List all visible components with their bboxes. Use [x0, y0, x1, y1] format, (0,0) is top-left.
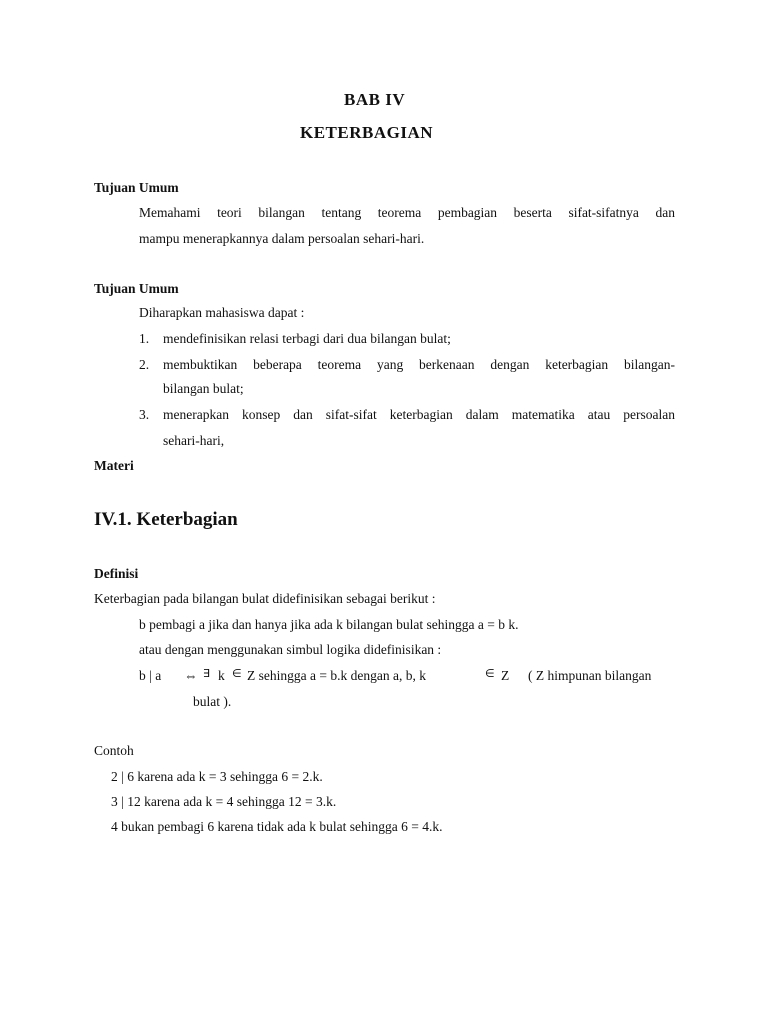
goals-general-line-2: mampu menerapkannya dalam persoalan sehari-hari. — [139, 231, 425, 246]
definisi-intro: Keterbagian pada bilangan bulat didefinisikan sebagai berikut : — [94, 591, 436, 606]
goals-specific-intro: Diharapkan mahasiswa dapat : — [139, 305, 305, 320]
goal-item-number: 3. — [139, 407, 150, 422]
formula-middle: Z sehingga a = b.k dengan a, b, k — [247, 668, 426, 683]
goal-item-text: mendefinisikan relasi terbagi dari dua bilangan bulat; — [163, 331, 451, 346]
element-of-symbol: ∈ — [232, 667, 242, 680]
example-line: 3 | 12 karena ada k = 4 sehingga 12 = 3.k. — [111, 794, 337, 809]
example-line: 4 bukan pembagi 6 karena tidak ada k bulat sehingga 6 = 4.k. — [111, 819, 443, 834]
exists-symbol: ∃ — [203, 667, 210, 680]
goal-item-number: 2. — [139, 357, 150, 372]
goal-item-text: membuktikan beberapa teorema yang berkenaan dengan keterbagian bilangan- — [163, 357, 675, 372]
goals-general-line-1: Memahami teori bilangan tentang teorema pembagian beserta sifat-sifatnya dan — [139, 205, 675, 220]
example-line: 2 | 6 karena ada k = 3 sehingga 6 = 2.k. — [111, 769, 323, 784]
section-title: IV.1. Keterbagian — [94, 509, 238, 530]
definisi-line-1: b pembagi a jika dan hanya jika ada k bilangan bulat sehingga a = b k. — [139, 617, 519, 632]
formula-z: Z — [501, 668, 510, 683]
definisi-heading: Definisi — [94, 566, 139, 581]
goals-general-heading: Tujuan Umum — [94, 180, 179, 195]
goal-item-text-cont: bilangan bulat; — [163, 381, 244, 396]
formula-lhs: b | a — [139, 668, 162, 683]
element-of-symbol: ∈ — [485, 667, 495, 680]
materi-heading: Materi — [94, 458, 134, 473]
goal-item-text: menerapkan konsep dan sifat-sifat keterbagian dalam matematika atau persoalan — [163, 407, 675, 422]
definisi-line-2: atau dengan menggunakan simbul logika didefinisikan : — [139, 642, 442, 657]
chapter-number: BAB IV — [344, 90, 406, 109]
formula-note: ( Z himpunan bilangan — [528, 668, 652, 683]
formula-note-cont: bulat ). — [193, 694, 232, 709]
formula-k: k — [218, 668, 225, 683]
goals-specific-heading: Tujuan Umum — [94, 281, 179, 296]
chapter-title: KETERBAGIAN — [300, 123, 434, 142]
goal-item-number: 1. — [139, 331, 150, 346]
goal-item-text-cont: sehari-hari, — [163, 433, 225, 448]
iff-symbol: ⇔ — [184, 668, 198, 683]
contoh-heading: Contoh — [94, 743, 134, 758]
